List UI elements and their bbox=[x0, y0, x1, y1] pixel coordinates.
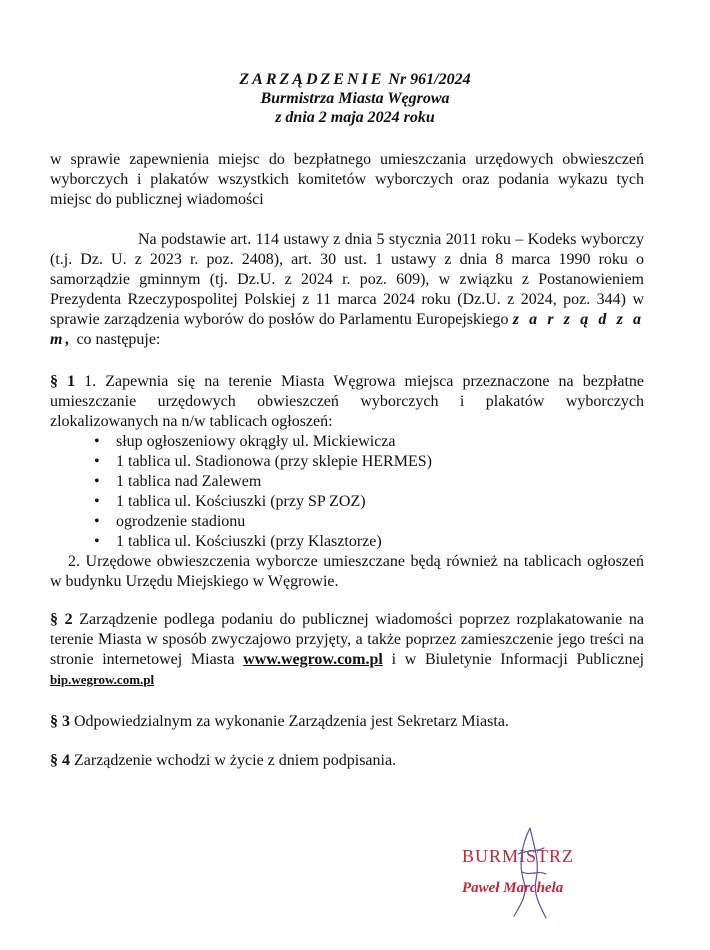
section-1-point-1-text: 1. Zapewnia się na terenie Miasta Węgrowa miejsca przeznaczone na bezpłatne umieszczanie urzędowych obwieszczeń wyborczych i plakatów wyborczych zlokalizowanych na n/w tablicach ogłoszeń: bbox=[50, 373, 645, 430]
mayor-stamp bbox=[462, 846, 662, 916]
title-line bbox=[0, 70, 710, 89]
legal-basis-text: Na podstawie art. 114 ustawy z dnia 5 stycznia 2011 roku – Kodeks wyborczy (t.j. Dz. U. z 2023 r. poz. 2408), art. 30 ust. 1 ustawy z dnia 8 marca 1990 roku o samorządzie gminnym (tj. Dz.U. z 2024 r. poz. 609), w związku z Postanowieniem Prezydenta Rzeczypospolitej Polskiej z 11 marca 2024 roku (Dz.U. z 2024, poz. 344) w sprawie zarządzenia wyborów do posłów do Parlamentu Europejskiego bbox=[50, 231, 644, 328]
list-item: • słup ogłoszeniowy okrągły ul. Mickiewicza bbox=[116, 432, 644, 452]
section-1-point-1 bbox=[50, 372, 644, 432]
document-number: Nr 961/2024 bbox=[388, 71, 471, 88]
document-date: z dnia 2 maja 2024 roku bbox=[275, 109, 435, 126]
stamp-name: Paweł Marchela bbox=[462, 880, 564, 896]
section-3-text: Odpowiedzialnym za wykonanie Zarządzenia jest Sekretarz Miasta. bbox=[74, 713, 509, 730]
section-1-point-2: 2. Urzędowe obwieszczenia wyborcze umieszczane będą również na tablicach ogłoszeń w budynku Urzędu Miejskiego w Węgrowie. bbox=[50, 553, 644, 590]
list-item: • 1 tablica nad Zalewem bbox=[116, 472, 644, 492]
section-4-mark: § 4 bbox=[50, 752, 70, 769]
subject-paragraph: w sprawie zapewnienia miejsc do bezpłatnego umieszczania urzędowych obwieszczeń wyborczych i plakatów wszystkich komitetów wyborczych oraz podania wykazu tych miejsc do publicznej wiadomości bbox=[50, 151, 644, 208]
section-2 bbox=[50, 610, 644, 690]
website-link[interactable]: www.wegrow.com.pl bbox=[243, 651, 383, 668]
section-2-mark: § 2 bbox=[50, 611, 73, 628]
section-2-middle: i w Biuletynie Informacji Publicznej bbox=[391, 651, 645, 668]
document-title: ZARZĄDZENIE bbox=[239, 71, 385, 88]
document-issuer: Burmistrza Miasta Węgrowa bbox=[260, 90, 450, 107]
legal-basis-paragraph bbox=[50, 230, 644, 350]
list-item: • 1 tablica ul. Kościuszki (przy SP ZOZ) bbox=[116, 492, 644, 512]
document-header bbox=[0, 70, 710, 127]
section-4 bbox=[50, 751, 644, 771]
section-4-text: Zarządzenie wchodzi w życie z dniem podpisania. bbox=[74, 752, 397, 769]
location-list bbox=[50, 432, 644, 552]
section-3-mark: § 3 bbox=[50, 713, 70, 730]
decree-word: z a r z ą d z a m, bbox=[50, 311, 645, 348]
list-item: • 1 tablica ul. Stadionowa (przy sklepie HERMES) bbox=[116, 452, 644, 472]
list-item: • 1 tablica ul. Kościuszki (przy Klasztorze) bbox=[116, 532, 644, 552]
section-1-mark: § 1 bbox=[50, 373, 76, 390]
list-item: • ogrodzenie stadionu bbox=[116, 512, 644, 532]
legal-basis-ending: co następuje: bbox=[76, 331, 161, 348]
stamp-title: BURMISTRZ bbox=[462, 846, 575, 866]
section-3 bbox=[50, 712, 644, 732]
bip-link[interactable]: bip.wegrow.com.pl bbox=[50, 672, 155, 687]
section-1 bbox=[50, 372, 644, 592]
handwritten-signature bbox=[500, 824, 560, 924]
section-2-text: Zarządzenie podlega podaniu do publicznej wiadomości poprzez rozplakatowanie na terenie Miasta w sposób zwyczajowo przyjęty, a także poprzez zamieszczenie jego treści na stronie internetowej Miasta bbox=[50, 611, 644, 668]
